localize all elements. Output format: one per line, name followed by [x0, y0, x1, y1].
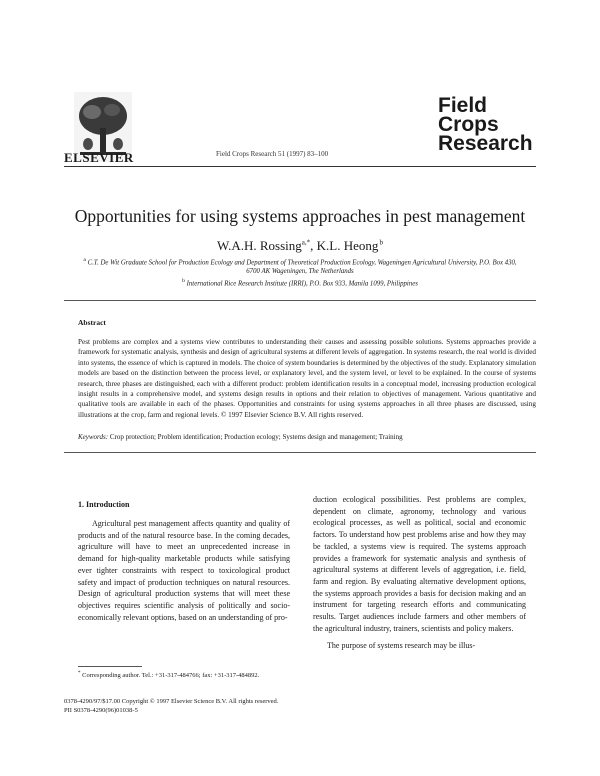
copyright-imprint — [64, 697, 484, 715]
header-rule — [64, 166, 536, 167]
author-affiliation-mark: b — [379, 238, 383, 247]
footnote-text: Corresponding author. Tel.: +31-317-484766; fax: +31-317-484892. — [80, 672, 260, 680]
issn-line: 0378-4290/97/$17.00 Copyright © 1997 Elsevier Science B.V. All rights reserved. — [64, 698, 279, 705]
body-right-column — [313, 494, 526, 652]
footnote-mark: * — [78, 671, 81, 676]
keywords-label: Keywords: — [78, 433, 109, 441]
affiliation-text: C.T. De Wit Graduate School for Production Ecology and Department of Theoretical Production Ecology, Wageningen Agricultural University, P.O. Box 430, 6700 AK Wageningen, The Netherlands — [87, 259, 517, 276]
keywords-list: Crop protection; Problem identification; Production ecology; Systems design and management; Training — [108, 433, 403, 441]
footnote-rule — [78, 666, 142, 667]
journal-title-line: Crops — [438, 113, 499, 136]
author-name: W.A.H. Rossing — [217, 238, 302, 253]
body-paragraph: duction ecological possibilities. Pest problems are complex, dependent on climate, agronomy, technology and various ecological processes, as well as political, social and economic factors. To understand how pest problems arise and how they may be tackled, a systems view is required. The systems approach provides a framework for systematic analysis and synthesis of agricultural systems at different levels of aggregation, i.e. field, farm and region. By evaluating alternative development options, the systems approach provides a basis for decision making and an instrument for targeting research efforts and communicating results. Target audiences include farmers and other members of the agricultural industry, trainers, scientists and policy makers. — [313, 495, 526, 633]
affiliation-mark: a — [83, 257, 86, 263]
abstract-text: Pest problems are complex and a systems view contributes to understanding their causes and assessing possible solutions. Systems approaches provide a framework for systematic analysis, synthesis and design of agricultural systems at different levels of aggregation. In systems research, the real world is divided into systems, the essence of which is captured in models. The choice of system boundaries is determined by the objectives of the study. Explanatory simulation models are based on the distinction between the process level, or explanatory level, and the system level, or level to be explained. In the course of systems research, three phases are distinguished, each with a different product: problem identification results in a conceptual model, increasing production ecological insight results in a comprehensive model, and systems design results in options and their relation to objectives of management. Various quantitative and qualitative tools are available in each of the phases. Opportunities and constraints for using systems approaches in all three phases are discussed, using illustrations at the crop, farm and regional levels. © 1997 Elsevier Science B.V. All rights reserved. — [78, 338, 536, 419]
author-name: K.L. Heong — [316, 238, 379, 253]
author-affiliation-mark: a,* — [301, 238, 311, 247]
body-left-column: Agricultural pest management affects quantity and quality of products and of the natural resource base. In the coming decades, agriculture will have to meet an unprecedented increase in demand for high-quality marketable products while satisfying ever tighter constraints with respect to toxicological product safety and impact of production techniques on natural resources. Design of agricultural production systems that will meet these objectives requires scientific analysis of politically and socio-economically relevant options, based on an understanding of pro- — [78, 519, 290, 622]
affiliation-a — [80, 256, 520, 276]
article-title: Opportunities for using systems approaches in pest management — [74, 206, 526, 226]
author-line — [64, 238, 536, 254]
author-separator: , — [310, 238, 317, 253]
pii-line: PII S0378-4290(96)01038-5 — [64, 707, 138, 714]
divider — [64, 452, 536, 453]
divider — [64, 300, 536, 301]
body-paragraph: The purpose of systems research may be illus- — [327, 641, 476, 651]
journal-title-line: Research — [438, 132, 533, 155]
journal-title-line: Field — [438, 94, 488, 117]
affiliation-text: International Rice Research Institute (IRRI), P.O. Box 933, Manila 1099, Philippines — [186, 280, 418, 288]
keywords — [78, 432, 536, 442]
journal-title — [438, 96, 533, 153]
footnote — [78, 669, 290, 680]
affiliation-b — [80, 277, 520, 288]
journal-citation: Field Crops Research 51 (1997) 83–100 — [216, 150, 329, 158]
abstract-heading: Abstract — [78, 318, 106, 327]
section-heading: 1. Introduction — [78, 500, 130, 509]
publisher-name: ELSEVIER — [64, 150, 134, 165]
affiliation-mark: b — [182, 278, 185, 284]
